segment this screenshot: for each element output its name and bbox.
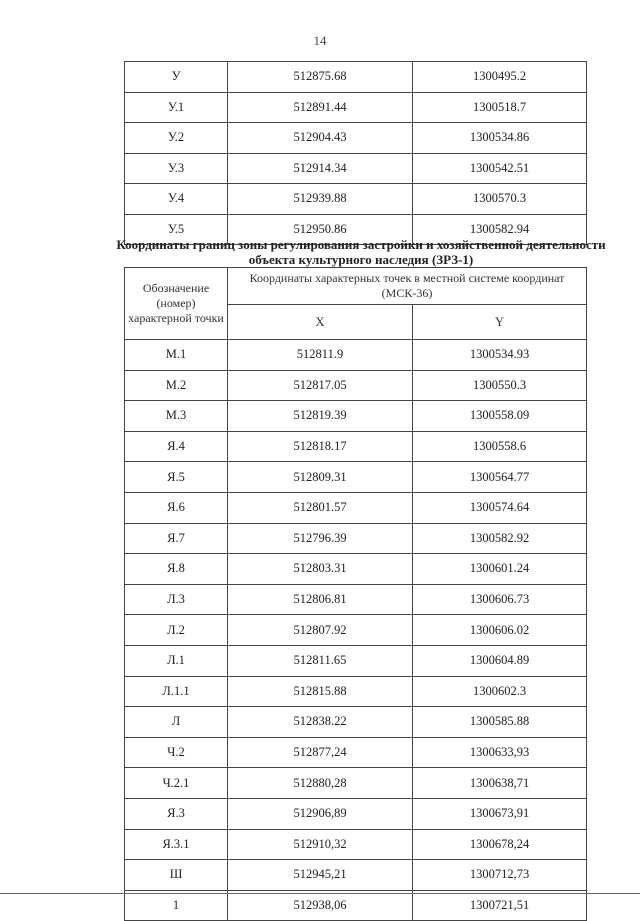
x-cell: 512818.17 (228, 431, 413, 462)
point-cell: Л.3 (125, 584, 228, 615)
point-cell: Л.2 (125, 615, 228, 646)
x-cell: 512904.43 (228, 123, 413, 154)
point-cell: Я.7 (125, 523, 228, 554)
table-row (125, 340, 587, 371)
point-cell: Я.3 (125, 798, 228, 829)
point-cell: Я.5 (125, 462, 228, 493)
x-cell: 512877,24 (228, 737, 413, 768)
point-cell: У.2 (125, 123, 228, 154)
x-cell: 512809.31 (228, 462, 413, 493)
y-cell: 1300721,51 (413, 890, 587, 921)
y-cell: 1300602.3 (413, 676, 587, 707)
point-cell: Л (125, 707, 228, 738)
point-cell: Ч.2.1 (125, 768, 228, 799)
x-cell: 512815.88 (228, 676, 413, 707)
point-cell: У (125, 62, 228, 93)
table-row (125, 401, 587, 432)
table-row (125, 890, 587, 921)
table-row (125, 184, 587, 215)
table-row (125, 370, 587, 401)
x-cell: 512938,06 (228, 890, 413, 921)
zrz-coordinates-table (124, 267, 587, 921)
table-row (125, 798, 587, 829)
bottom-rule (0, 893, 640, 894)
table-row (125, 860, 587, 891)
x-cell: 512803.31 (228, 554, 413, 585)
table-row (125, 554, 587, 585)
y-cell: 1300558.09 (413, 401, 587, 432)
table-row (125, 153, 587, 184)
table-row (125, 707, 587, 738)
point-cell: У.1 (125, 92, 228, 123)
x-cell: 512838.22 (228, 707, 413, 738)
y-cell: 1300495.2 (413, 62, 587, 93)
y-cell: 1300550.3 (413, 370, 587, 401)
x-cell: 512807.92 (228, 615, 413, 646)
y-cell: 1300534.86 (413, 123, 587, 154)
page-number: 14 (313, 33, 327, 48)
point-cell: М.2 (125, 370, 228, 401)
header-y: Y (413, 305, 587, 340)
point-cell: Я.3.1 (125, 829, 228, 860)
x-cell: 512950.86 (228, 214, 413, 245)
y-cell: 1300606.73 (413, 584, 587, 615)
point-cell: У.4 (125, 184, 228, 215)
x-cell: 512910,32 (228, 829, 413, 860)
x-cell: 512914.34 (228, 153, 413, 184)
point-cell: Я.4 (125, 431, 228, 462)
point-cell: 1 (125, 890, 228, 921)
y-cell: 1300633,93 (413, 737, 587, 768)
x-cell: 512801.57 (228, 492, 413, 523)
y-cell: 1300542.51 (413, 153, 587, 184)
table-row (125, 92, 587, 123)
y-cell: 1300606.02 (413, 615, 587, 646)
table-row (125, 768, 587, 799)
y-cell: 1300582.94 (413, 214, 587, 245)
header-x: X (228, 305, 413, 340)
x-cell: 512811.9 (228, 340, 413, 371)
point-cell: У.3 (125, 153, 228, 184)
table-row (125, 523, 587, 554)
table-row (125, 123, 587, 154)
y-cell: 1300712,73 (413, 860, 587, 891)
header-point-label: Обозначение (номер) характерной точки (125, 268, 228, 340)
y-cell: 1300585.88 (413, 707, 587, 738)
table-row (125, 676, 587, 707)
table-row (125, 584, 587, 615)
point-cell: Ш (125, 860, 228, 891)
x-cell: 512891.44 (228, 92, 413, 123)
y-cell: 1300678,24 (413, 829, 587, 860)
y-cell: 1300604.89 (413, 645, 587, 676)
y-cell: 1300558.6 (413, 431, 587, 462)
y-cell: 1300574.64 (413, 492, 587, 523)
table-row (125, 462, 587, 493)
section-title: Координаты границ зоны регулирования застройки и хозяйственной деятельности объекта культурного наследия (ЗРЗ-1) (116, 237, 606, 267)
y-cell: 1300570.3 (413, 184, 587, 215)
header-coords-label: Координаты характерных точек в местной системе координат (МСК-36) (228, 268, 587, 305)
x-cell: 512817.05 (228, 370, 413, 401)
table-row (125, 829, 587, 860)
table-row (125, 492, 587, 523)
x-cell: 512875.68 (228, 62, 413, 93)
y-cell: 1300518.7 (413, 92, 587, 123)
y-cell: 1300582.92 (413, 523, 587, 554)
x-cell: 512796.39 (228, 523, 413, 554)
point-cell: Я.8 (125, 554, 228, 585)
table-row (125, 615, 587, 646)
x-cell: 512811.65 (228, 645, 413, 676)
x-cell: 512806.81 (228, 584, 413, 615)
table-row (125, 431, 587, 462)
point-cell: М.1 (125, 340, 228, 371)
top-coordinates-table (124, 61, 587, 245)
point-cell: Л.1 (125, 645, 228, 676)
y-cell: 1300673,91 (413, 798, 587, 829)
point-cell: Ч.2 (125, 737, 228, 768)
point-cell: Л.1.1 (125, 676, 228, 707)
table-row (125, 645, 587, 676)
point-cell: М.3 (125, 401, 228, 432)
x-cell: 512945,21 (228, 860, 413, 891)
y-cell: 1300638,71 (413, 768, 587, 799)
x-cell: 512819.39 (228, 401, 413, 432)
table-row (125, 737, 587, 768)
y-cell: 1300534.93 (413, 340, 587, 371)
x-cell: 512880,28 (228, 768, 413, 799)
y-cell: 1300564.77 (413, 462, 587, 493)
x-cell: 512939.88 (228, 184, 413, 215)
y-cell: 1300601.24 (413, 554, 587, 585)
table-row (125, 62, 587, 93)
point-cell: Я.6 (125, 492, 228, 523)
x-cell: 512906,89 (228, 798, 413, 829)
main-table-body (125, 340, 587, 921)
top-table-body (125, 62, 587, 245)
point-cell: У.5 (125, 214, 228, 245)
